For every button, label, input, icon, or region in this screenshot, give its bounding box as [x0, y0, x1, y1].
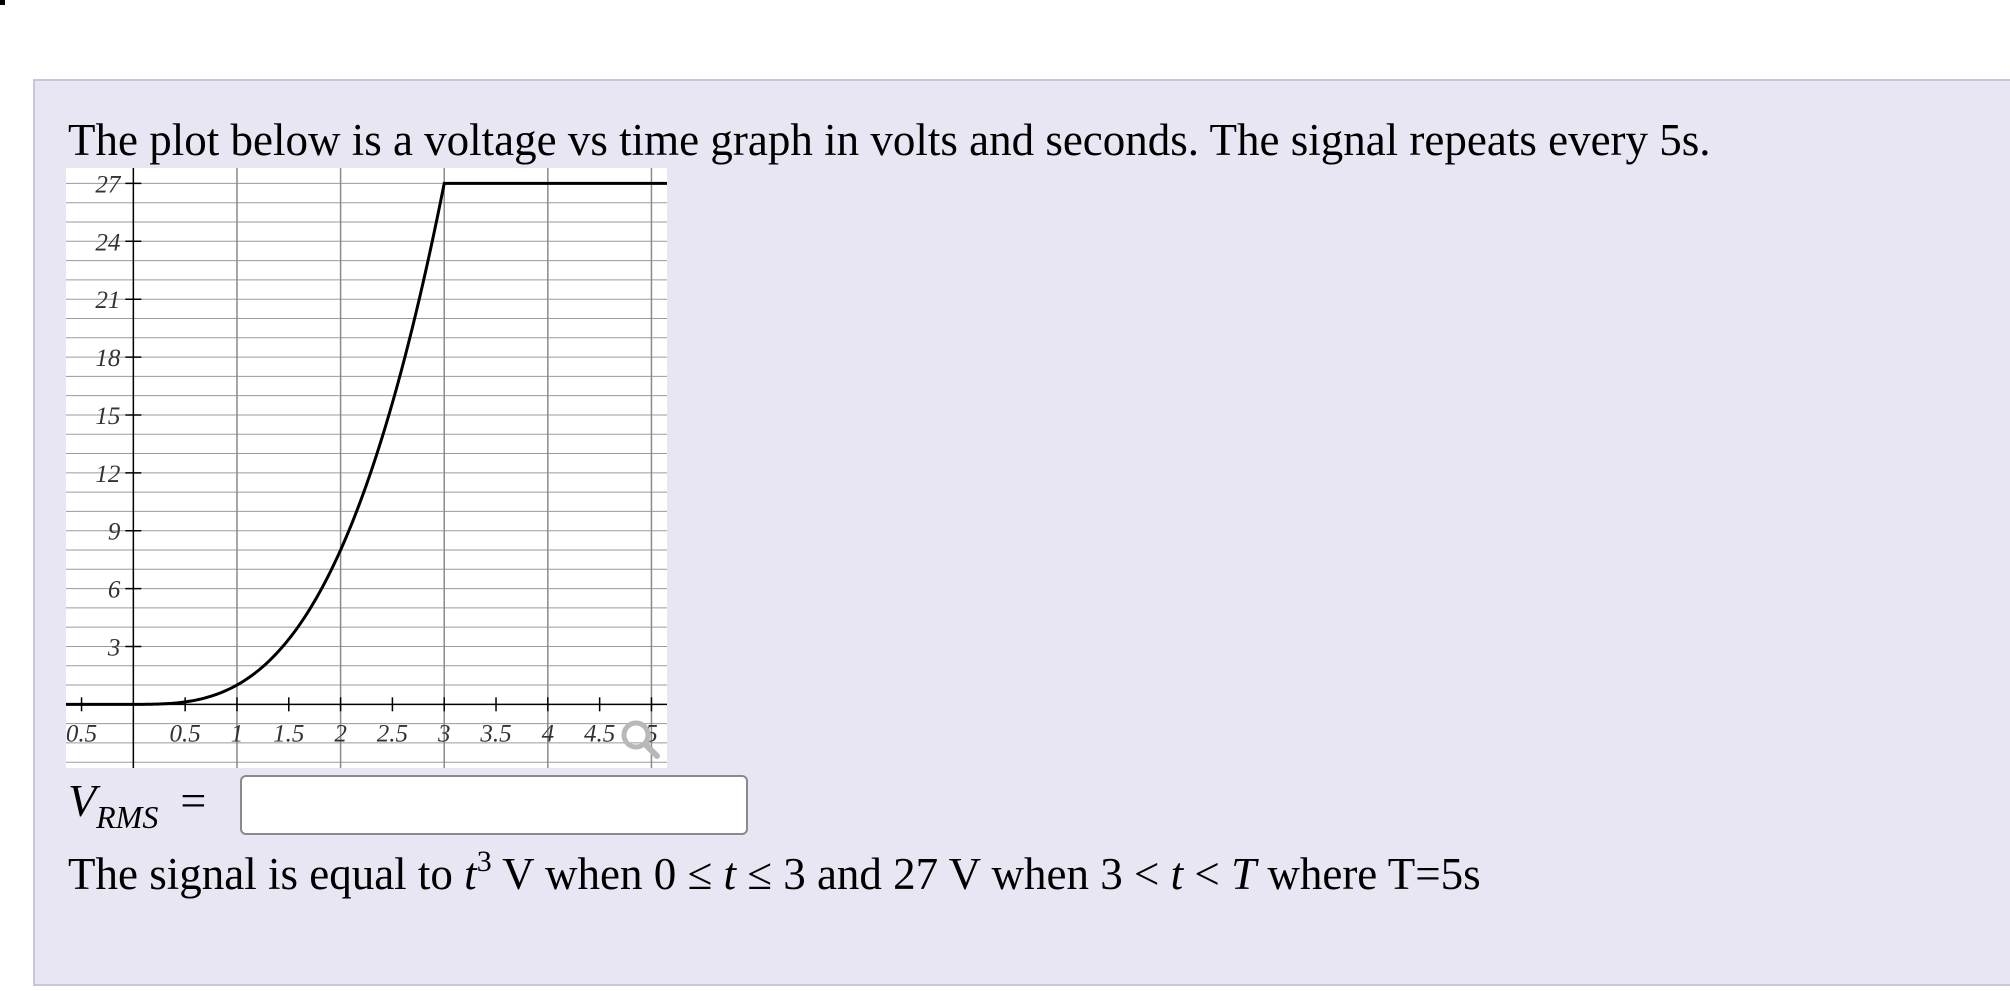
- x-tick-label: 5: [645, 720, 658, 748]
- x-tick-label: 3: [437, 720, 451, 748]
- plot-background: [66, 168, 667, 768]
- y-tick-label: 27: [95, 171, 121, 199]
- y-tick-label: 6: [107, 576, 121, 604]
- vrms-answer-input[interactable]: [240, 775, 748, 835]
- y-tick-label: 12: [95, 460, 121, 488]
- answer-row: [68, 770, 748, 840]
- x-tick-label: 2.5: [376, 720, 409, 748]
- y-tick-label: 9: [107, 518, 121, 546]
- intro-text: The plot below is a voltage vs time graph in volts and seconds. The signal repeats every 5s.: [68, 115, 1711, 165]
- x-tick-label: 0.5: [66, 720, 98, 748]
- y-tick-label: 18: [95, 345, 121, 373]
- voltage-time-plot[interactable]: [66, 168, 667, 768]
- y-tick-label: 21: [95, 287, 121, 315]
- corner-mark: [0, 0, 5, 5]
- magnifier-icon[interactable]: [617, 716, 663, 767]
- x-tick-label: 2: [334, 720, 347, 748]
- x-tick-label: 4.5: [584, 720, 616, 748]
- y-tick-label: 15: [95, 402, 121, 430]
- x-tick-label: 1.5: [273, 720, 305, 748]
- vrms-label: $V_{RMS}$ =: [68, 775, 207, 835]
- x-tick-label: 0.5: [169, 720, 201, 748]
- x-tick-label: 3.5: [480, 720, 512, 748]
- y-tick-label: 24: [95, 229, 121, 257]
- signal-description: The signal is equal to $t^3$ V when 0 ≤ t ≤ 3 and 27 V when 3 < t < T where T=5s: [68, 845, 1481, 899]
- plot-svg: [66, 168, 667, 768]
- y-tick-label: 3: [107, 634, 121, 662]
- x-tick-label: 4: [541, 720, 555, 748]
- x-tick-label: 1: [230, 720, 244, 748]
